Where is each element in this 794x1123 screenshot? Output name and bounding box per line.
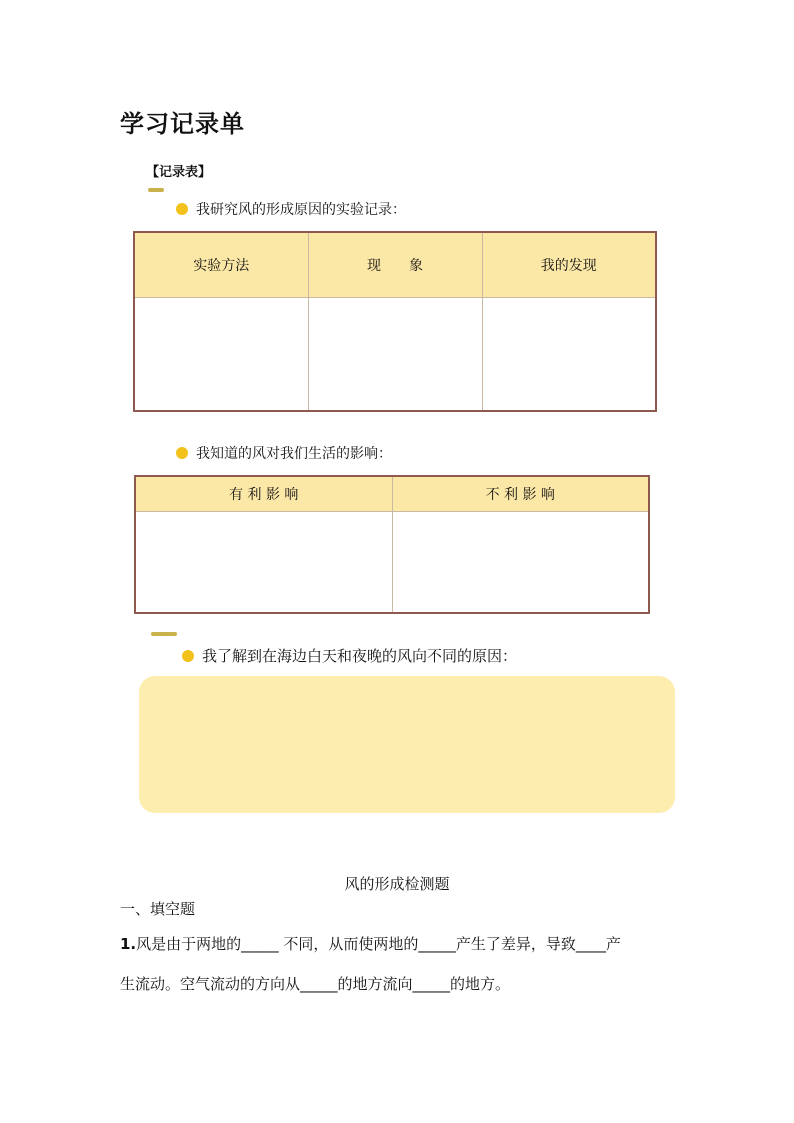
table-header-cell: 我的发现 [482, 232, 656, 298]
table-header-cell: 不 利 影 响 [392, 476, 649, 512]
section1-prompt [176, 199, 406, 219]
table-row [135, 512, 649, 614]
table-header-cell: 有 利 影 响 [135, 476, 392, 512]
table-row [134, 298, 656, 412]
table-cell[interactable] [134, 298, 308, 412]
section3-prompt [182, 645, 517, 666]
table-header-cell: 现 象 [308, 232, 482, 298]
experiment-record-table [133, 231, 657, 412]
bullet-dot-icon [182, 650, 194, 662]
section-heading: 一、填空题 [120, 900, 196, 918]
section3-prompt-text: 我了解到在海边白天和夜晚的风向不同的原因： [202, 647, 518, 665]
bullet-dot-icon [176, 447, 188, 459]
section2-prompt [176, 443, 392, 463]
page-title: 学习记录单 [120, 110, 245, 138]
table-cell[interactable] [135, 512, 392, 614]
decoration-bar [151, 632, 177, 636]
section2-prompt-text: 我知道的风对我们生活的影响： [196, 446, 392, 462]
decoration-bar [148, 188, 164, 192]
question-1-line-2: 生流动。空气流动的方向从_____的地方流向_____的地方。 [120, 975, 511, 993]
question-text: 风是由于两地的_____ 不同，从而使两地的_____产生了差异，导致____产 [136, 935, 621, 953]
bullet-dot-icon [176, 203, 188, 215]
table-cell[interactable] [482, 298, 656, 412]
question-1-line-1 [120, 933, 621, 954]
question-number: 1. [120, 935, 137, 953]
test-title: 风的形成检测题 [344, 875, 450, 893]
table-cell[interactable] [392, 512, 649, 614]
answer-box[interactable] [139, 676, 675, 813]
table-header-cell: 实验方法 [134, 232, 308, 298]
record-label: 【记录表】 [146, 165, 212, 180]
table-cell[interactable] [308, 298, 482, 412]
section1-prompt-text: 我研究风的形成原因的实验记录： [196, 202, 406, 218]
wind-impact-table [134, 475, 650, 614]
